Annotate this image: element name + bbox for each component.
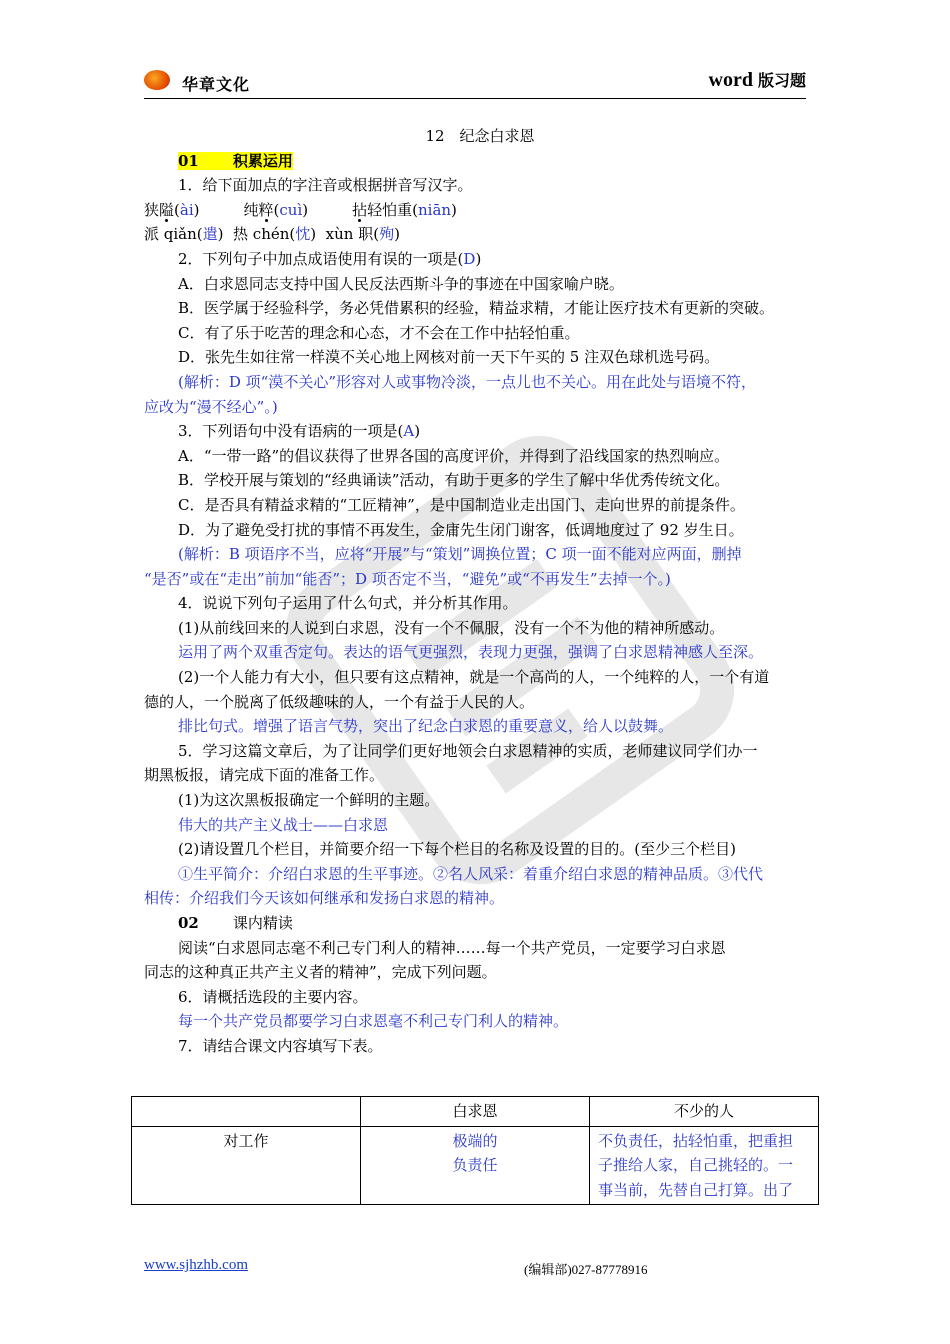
section-name: 积累运用 xyxy=(232,151,293,170)
question-5-stem-2: 期黑板报，请完成下面的准备工作。 xyxy=(144,766,385,785)
lesson-title: 12 纪念白求恩 xyxy=(425,127,535,145)
question-2-explanation-1: (解析：D 项“漠不关心”形容对人或事物冷淡，一点儿也不关心。用在此处与语境不符， xyxy=(178,372,756,391)
question-4-answer-2: 排比句式。增强了语言气势，突出了纪念白求恩的重要意义，给人以鼓舞。 xyxy=(178,717,674,736)
reading-intro-1: 阅读“白求恩同志毫不利己专门利人的精神……每一个共产党员，一定要学习白求恩 xyxy=(178,938,726,957)
question-3-explanation-1: (解析：B 项语序不当，应将“开展”与“策划”调换位置；C 项一面不能对应两面，删掉 xyxy=(178,545,742,564)
page-header xyxy=(144,68,806,99)
question-5-sub-1: (1)为这次黑板报确定一个鲜明的主题。 xyxy=(178,791,440,810)
answer-qian: 遣 xyxy=(202,225,218,244)
question-3-stem: 3．下列语句中没有语病的一项是(A) xyxy=(178,422,421,441)
question-4-sentence-2b: 德的人，一个脱离了低级趣味的人，一个有益于人民的人。 xyxy=(144,692,535,711)
question-6-stem: 6．请概括选段的主要内容。 xyxy=(178,987,368,1006)
question-5-answer-2b: 相传：介绍我们今天该如何继承和发扬白求恩的精神。 xyxy=(144,889,505,908)
section-number: 01 xyxy=(178,151,199,170)
question-7-stem: 7．请结合课文内容填写下表。 xyxy=(178,1036,383,1055)
doc-type-en: word xyxy=(708,69,753,91)
question-4-answer-1: 运用了两个双重否定句。表达的语气更强烈，表现力更强，强调了白求恩精神感人至深。 xyxy=(178,643,764,662)
question-5-sub-2: (2)请设置几个栏目，并简要介绍一下每个栏目的名称及设置的目的。(至少三个栏目) xyxy=(178,840,736,859)
website-link[interactable]: www.sjhzhb.com xyxy=(144,1257,249,1273)
question-2-option-b: B．医学属于经验科学，务必凭借累积的经验，精益求精，才能让医疗技术有更新的突破。 xyxy=(178,299,775,318)
table-header-row xyxy=(132,1097,819,1127)
section-name: 课内精读 xyxy=(232,914,293,932)
question-3-option-b: B．学校开展与策划的“经典诵读”活动，有助于更多的学生了解中华优秀传统文化。 xyxy=(178,471,730,490)
question-2-stem: 2．下列句子中加点成语使用有误的一项是(D) xyxy=(178,249,482,268)
question-2-option-d: D．张先生如往常一样漠不关心地上网核对前一天下午买的 5 注双色球机选号码。 xyxy=(178,348,720,367)
huazhang-logo-icon xyxy=(144,70,170,90)
section-number: 02 xyxy=(178,914,199,932)
question-5-stem-1: 5．学习这篇文章后，为了让同学们更好地领会白求恩精神的实质，老师建议同学们办一 xyxy=(178,741,758,760)
section-heading-1 xyxy=(144,149,816,174)
reading-intro-2: 同志的这种真正共产主义者的精神”，完成下列问题。 xyxy=(144,963,497,982)
answer-cui: cuì xyxy=(279,200,303,219)
worksheet-content xyxy=(144,124,816,1059)
question-4-stem: 4．说说下列句子运用了什么句式，并分析其作用。 xyxy=(178,594,518,613)
question-3-option-c: C．是否具有精益求精的“工匠精神”，是中国制造业走出国门、走向世界的前提条件。 xyxy=(178,495,745,514)
table-header-cell: 白求恩 xyxy=(361,1097,590,1127)
table-header-cell: 不少的人 xyxy=(590,1097,819,1127)
question-3-explanation-2: “是否”或在“走出”前加“能否”；D 项否定不当，“避免”或“不再发生”去掉一个。) xyxy=(144,569,671,588)
table-cell-others: 不负责任，拈轻怕重，把重担 子推给人家，自己挑轻的。一 事当前，先替自己打算。出了 xyxy=(590,1126,819,1205)
question-3-option-a: A．“一带一路”的倡议获得了世界各国的高度评价，并得到了沿线国家的热烈响应。 xyxy=(178,446,730,465)
answer-nian: niān xyxy=(417,200,452,219)
answer-chen: 忱 xyxy=(295,225,311,244)
question-2-explanation-2: 应改为“漫不经心”。) xyxy=(144,397,278,416)
question-2-option-c: C．有了乐于吃苦的理念和心态，才不会在工作中拈轻怕重。 xyxy=(178,323,580,342)
doc-type-cn: 版习题 xyxy=(757,71,806,90)
question-5-answer-2a: ①生平简介：介绍白求恩的生平事迹。②名人风采：着重介绍白求恩的精神品质。③代代 xyxy=(178,864,764,883)
table-row-label: 对工作 xyxy=(132,1126,361,1205)
question-2-option-a: A．白求恩同志支持中国人民反法西斯斗争的事迹在中国家喻户晓。 xyxy=(178,274,624,293)
doc-type xyxy=(709,68,806,92)
question-1-row-2: 派 qiǎn(遣) 热 chén(忱) xùn 职(殉) xyxy=(144,225,400,244)
question-2-answer: D xyxy=(463,249,476,268)
question-3-option-d: D．为了避免受打扰的事情不再发生，金庸先生闭门谢客，低调地度过了 92 岁生日。 xyxy=(178,520,744,539)
table-cell-bethune: 极端的 负责任 xyxy=(361,1126,590,1205)
editorial-phone: (编辑部)027-87778916 xyxy=(524,1262,648,1277)
question-5-answer-1: 伟大的共产主义战士——白求恩 xyxy=(178,815,389,834)
page-footer xyxy=(144,1257,806,1277)
question-4-sentence-2a: (2)一个人能力有大小，但只要有这点精神，就是一个高尚的人，一个纯粹的人，一个有道 xyxy=(178,668,770,687)
comparison-table xyxy=(131,1096,819,1205)
question-1-row-1: 狭隘(ài) 纯粹(cuì) 拈轻怕重(niān) xyxy=(144,200,457,219)
question-4-sentence-1: (1)从前线回来的人说到白求恩，没有一个不佩服，没有一个不为他的精神所感动。 xyxy=(178,618,725,637)
question-3-answer: A xyxy=(403,422,415,441)
question-6-answer: 每一个共产党员都要学习白求恩毫不利己专门利人的精神。 xyxy=(178,1012,569,1031)
table-row xyxy=(132,1126,819,1205)
answer-xun: 殉 xyxy=(379,225,395,244)
answer-ai: ài xyxy=(179,200,194,219)
brand-name: 华章文化 xyxy=(182,75,251,94)
table-header-cell xyxy=(132,1097,361,1127)
question-1-stem: 1．给下面加点的字注音或根据拼音写汉字。 xyxy=(178,176,473,195)
section-heading-2 xyxy=(144,911,816,936)
